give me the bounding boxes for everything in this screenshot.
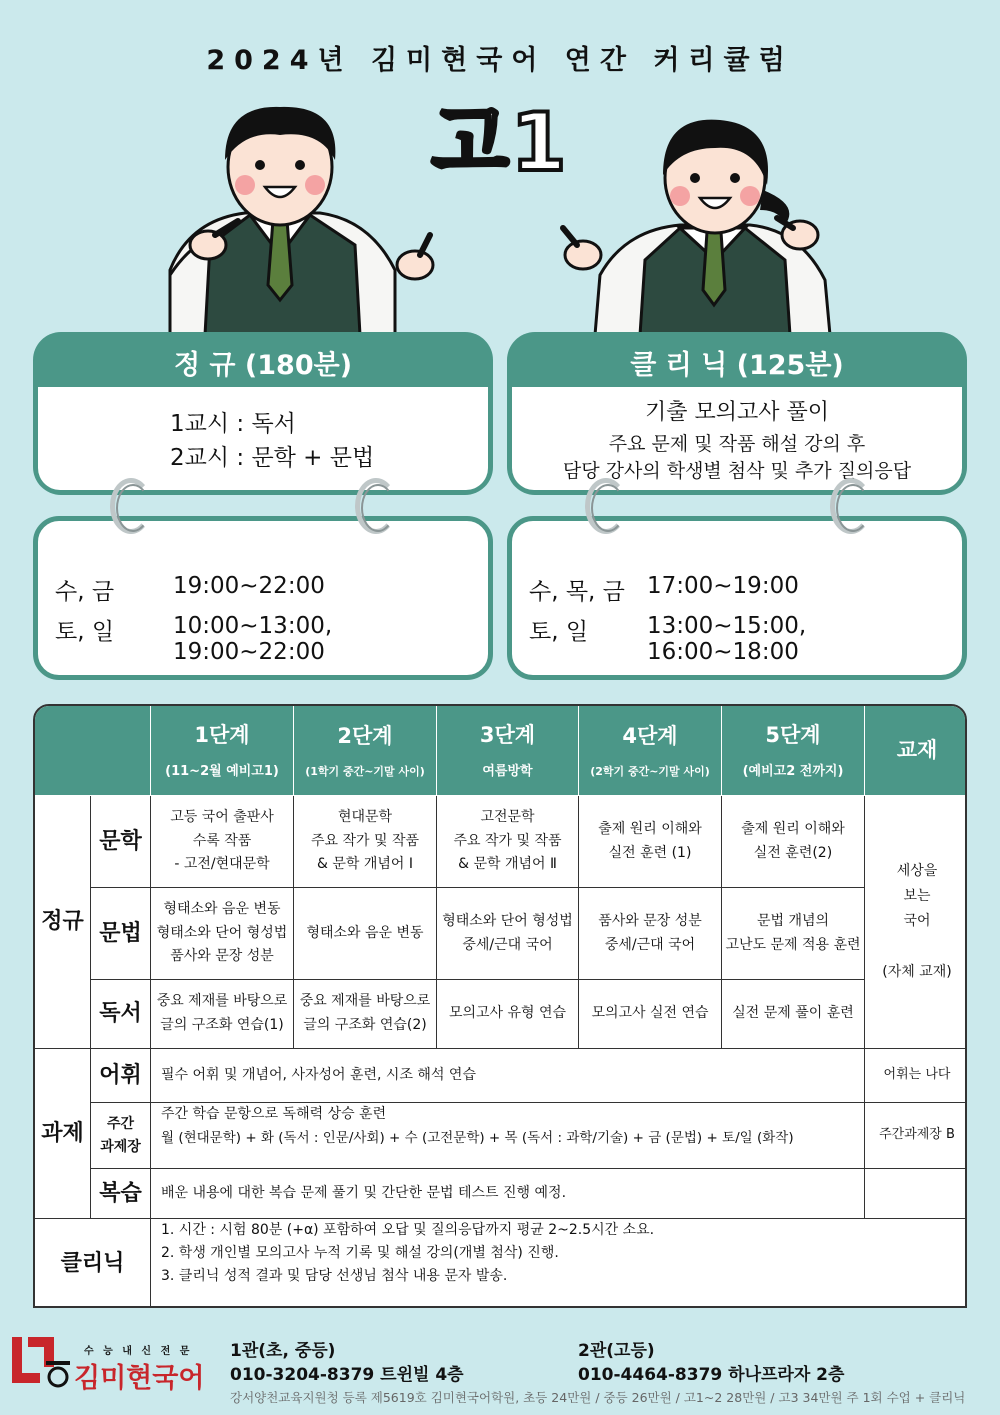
reading-stage-4: 모의고사 실전 연습 xyxy=(579,980,722,1049)
clinic-schedule xyxy=(507,516,967,680)
regular-body xyxy=(38,387,488,490)
stage-3-header: 3단계 여름방학 xyxy=(437,706,579,796)
clinic-line1: 기출 모의고사 풀이 xyxy=(644,400,829,425)
grammar-stage-1: 형태소와 음운 변동 형태소와 단어 형성법 품사와 문장 성분 xyxy=(151,888,294,980)
grammar-stage-2: 형태소와 음운 변동 xyxy=(294,888,437,980)
reading-stage-3: 모의고사 유형 연습 xyxy=(437,980,579,1049)
branch2-info: 010-4464-8379 하나프라자 2층 xyxy=(578,1365,845,1385)
grammar-stage-4: 품사와 문장 성분 중세/근대 국어 xyxy=(579,888,722,980)
logo-name: 김미현국어 xyxy=(74,1363,205,1394)
page-title: 2024년 김미현국어 연간 커리큘럼 xyxy=(206,45,794,76)
reading-stage-5: 실전 문제 풀이 훈련 xyxy=(722,980,865,1049)
grammar-stage-3: 형태소와 단어 형성법 중세/근대 국어 xyxy=(437,888,579,980)
literature-stage-1: 고등 국어 출판사 수록 작품 - 고전/현대문학 xyxy=(151,796,294,888)
review-content: 배운 내용에 대한 복습 문제 풀기 및 간단한 문법 테스트 진행 예정. xyxy=(151,1169,865,1219)
clinic-line2: 주요 문제 및 작품 해설 강의 후 xyxy=(608,433,866,455)
literature-stage-5: 출제 원리 이해와 실전 훈련(2) xyxy=(722,796,865,888)
literature-stage-2: 현대문학 주요 작가 및 작품 & 문학 개념어 Ⅰ xyxy=(294,796,437,888)
clinic-days1: 수, 목, 금 xyxy=(529,579,625,605)
clinic-time2: 13:00~15:00, 16:00~18:00 xyxy=(647,613,807,665)
registration-notice: 강서양천교육지원청 등록 제5619호 김미현국어학원, 초등 24만원 / 중등 26만원 / 고1~2 28만원 / 고3 34만원 주 1회 수업 + 클리닉 xyxy=(230,1390,966,1405)
boy-illustration xyxy=(130,95,440,335)
regular-schedule xyxy=(33,516,493,680)
regular-title: 정 규 (180분) xyxy=(173,350,353,381)
clinic-notes: 1. 시간 : 시험 80분 (+α) 포함하여 오답 및 질의응답까지 평균 2~2.5시간 소요. 2. 학생 개인별 모의고사 누적 기록 및 해설 강의(개별 첨삭) 진행. 3. 클리닉 성적 결과 및 담당 선생님 첨삭 내용 문자 발송. xyxy=(151,1219,967,1308)
girl-illustration xyxy=(555,110,870,335)
clinic-time1: 17:00~19:00 xyxy=(647,573,799,599)
group-clinic: 클리닉 xyxy=(35,1219,151,1308)
binder-ring-icon xyxy=(355,478,397,534)
branch1-title: 1관(초, 중등) xyxy=(230,1341,336,1361)
clinic-line3: 담당 강사의 학생별 첨삭 및 추가 질의응답 xyxy=(562,460,912,482)
reading-stage-2: 중요 제재를 바탕으로 글의 구조화 연습(2) xyxy=(294,980,437,1049)
binder-ring-icon xyxy=(830,478,872,534)
textbook-regular: 세상을 보는 국어 (자체 교재) xyxy=(865,796,967,1049)
grammar-stage-5: 문법 개념의 고난도 문제 적용 훈련 xyxy=(722,888,865,980)
clinic-card xyxy=(507,332,967,495)
clinic-days2: 토, 일 xyxy=(529,619,589,645)
clinic-body xyxy=(512,387,962,490)
branch1-info: 010-3204-8379 트윈빌 4층 xyxy=(230,1365,464,1385)
vocab-content: 필수 어휘 및 개념어, 사자성어 훈련, 시조 해석 연습 xyxy=(151,1049,865,1103)
vocab-book: 어휘는 나다 xyxy=(865,1049,967,1103)
logo-tagline: 수 능 내 신 전 문 xyxy=(84,1346,193,1357)
regular-line2: 2교시 : 문학 + 문법 xyxy=(170,445,375,471)
weekly-content: 주간 학습 문항으로 독해력 상승 훈련 월 (현대문학) + 화 (독서 : 인문/사회) + 수 (고전문학) + 목 (독서 : 과학/기술) + 금 (문법) + 토/일 (화작) xyxy=(151,1103,865,1169)
textbook-header: 교재 xyxy=(865,706,967,796)
regular-time1: 19:00~22:00 xyxy=(173,573,325,599)
group-homework: 과제 xyxy=(35,1049,91,1219)
binder-ring-icon xyxy=(110,478,152,534)
branch2-title: 2관(고등) xyxy=(578,1341,655,1361)
regular-days2: 토, 일 xyxy=(55,619,115,645)
literature-stage-3: 고전문학 주요 작가 및 작품 & 문학 개념어 Ⅱ xyxy=(437,796,579,888)
curriculum-table xyxy=(33,704,967,1308)
grade-title: 고1 xyxy=(431,96,569,189)
regular-time2: 10:00~13:00, 19:00~22:00 xyxy=(173,613,333,665)
row-label-weekly: 주간 과제장 xyxy=(91,1103,151,1169)
stage-1-header: 1단계 (11~2월 예비고1) xyxy=(151,706,294,796)
academy-logo-icon xyxy=(10,1333,72,1393)
row-label-review: 복습 xyxy=(91,1169,151,1219)
literature-stage-4: 출제 원리 이해와 실전 훈련 (1) xyxy=(579,796,722,888)
stage-2-header: 2단계 (1학기 중간~기말 사이) xyxy=(294,706,437,796)
row-label-vocab: 어휘 xyxy=(91,1049,151,1103)
stage-4-header: 4단계 (2학기 중간~기말 사이) xyxy=(579,706,722,796)
row-label-literature: 문학 xyxy=(91,796,151,888)
stage-5-header: 5단계 (예비고2 전까지) xyxy=(722,706,865,796)
binder-ring-icon xyxy=(585,478,627,534)
clinic-title: 클 리 닉 (125분) xyxy=(630,350,844,381)
header-empty xyxy=(35,706,151,796)
regular-card xyxy=(33,332,493,495)
regular-days1: 수, 금 xyxy=(55,579,115,605)
regular-line1: 1교시 : 독서 xyxy=(170,411,296,437)
weekly-book: 주간과제장 B xyxy=(865,1103,967,1169)
row-label-reading: 독서 xyxy=(91,980,151,1049)
row-label-grammar: 문법 xyxy=(91,888,151,980)
group-regular: 정규 xyxy=(35,796,91,1049)
review-book xyxy=(865,1169,967,1219)
reading-stage-1: 중요 제재를 바탕으로 글의 구조화 연습(1) xyxy=(151,980,294,1049)
